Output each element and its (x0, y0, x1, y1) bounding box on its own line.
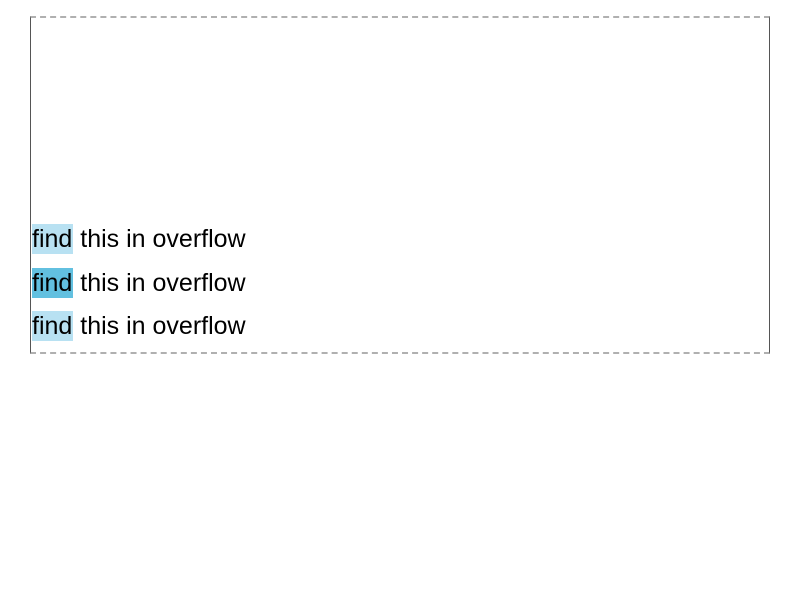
line-text: this in overflow (73, 312, 246, 340)
find-match-highlight: find (32, 225, 73, 253)
text-line (32, 265, 246, 309)
text-line (32, 308, 246, 352)
line-text: this in overflow (73, 268, 246, 297)
overflow-content (32, 221, 246, 352)
line-text: this in overflow (73, 225, 246, 253)
text-line (32, 221, 246, 265)
find-match-highlight: find (32, 312, 73, 340)
overflow-container[interactable] (30, 16, 770, 354)
active-find-match-highlight: find (32, 268, 73, 297)
